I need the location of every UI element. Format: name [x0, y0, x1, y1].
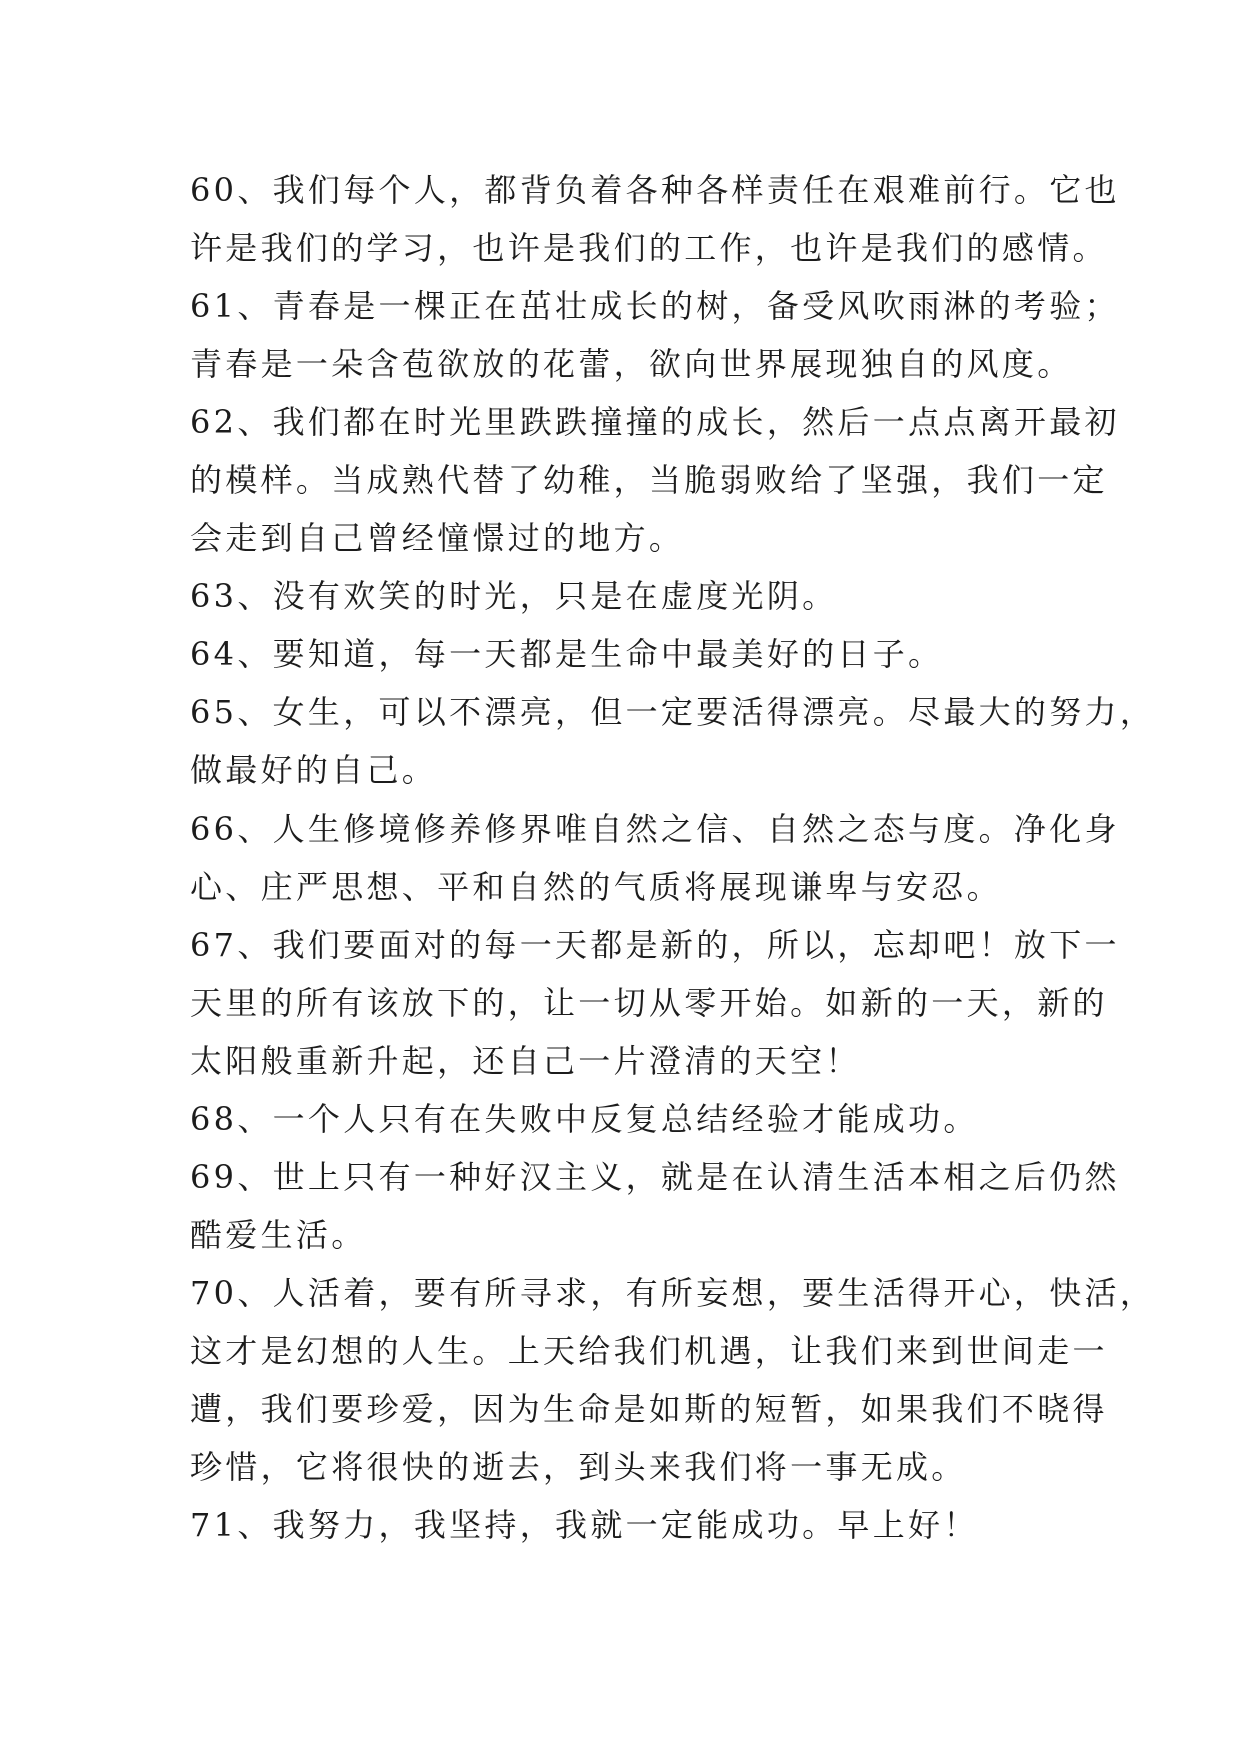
text-line: 68、一个人只有在失败中反复总结经验才能成功。 [190, 1099, 979, 1138]
text-line: 70、人活着，要有所寻求，有所妄想，要生活得开心，快活， [190, 1273, 1156, 1312]
text-line: 会走到自己曾经憧憬过的地方。 [190, 519, 685, 558]
text-line: 69、世上只有一种好汉主义，就是在认清生活本相之后仍然 [190, 1157, 1120, 1196]
text-line: 珍惜，它将很快的逝去，到头来我们将一事无成。 [190, 1448, 967, 1487]
text-line: 天里的所有该放下的，让一切从零开始。如新的一天，新的 [190, 983, 1108, 1022]
text-line: 66、人生修境修养修界唯自然之信、自然之态与度。净化身 [190, 809, 1120, 848]
text-line: 许是我们的学习，也许是我们的工作，也许是我们的感情。 [190, 229, 1108, 268]
text-line: 太阳般重新升起，还自己一片澄清的天空！ [190, 1041, 861, 1080]
text-line: 青春是一朵含苞欲放的花蕾，欲向世界展现独自的风度。 [190, 345, 1073, 384]
text-line: 62、我们都在时光里跌跌撞撞的成长，然后一点点离开最初 [190, 403, 1120, 442]
text-line: 61、青春是一棵正在茁壮成长的树，备受风吹雨淋的考验； [190, 287, 1120, 326]
text-line: 这才是幻想的人生。上天给我们机遇，让我们来到世间走一 [190, 1331, 1108, 1370]
text-line: 遭，我们要珍爱，因为生命是如斯的短暂，如果我们不晓得 [190, 1389, 1108, 1428]
text-line: 酷爱生活。 [190, 1215, 367, 1254]
text-line: 71、我努力，我坚持，我就一定能成功。早上好！ [190, 1506, 979, 1545]
text-line: 做最好的自己。 [190, 751, 438, 790]
text-line: 67、我们要面对的每一天都是新的，所以，忘却吧！放下一 [190, 925, 1120, 964]
text-line: 心、庄严思想、平和自然的气质将展现谦卑与安忍。 [190, 867, 1002, 906]
text-line: 65、女生，可以不漂亮，但一定要活得漂亮。尽最大的努力， [190, 693, 1156, 732]
document-body [190, 161, 1156, 1554]
text-line: 63、没有欢笑的时光，只是在虚度光阴。 [190, 577, 838, 616]
text-line: 的模样。当成熟代替了幼稚，当脆弱败给了坚强，我们一定 [190, 461, 1108, 500]
text-line: 64、要知道，每一天都是生命中最美好的日子。 [190, 635, 944, 674]
text-line: 60、我们每个人，都背负着各种各样责任在艰难前行。它也 [190, 171, 1120, 209]
